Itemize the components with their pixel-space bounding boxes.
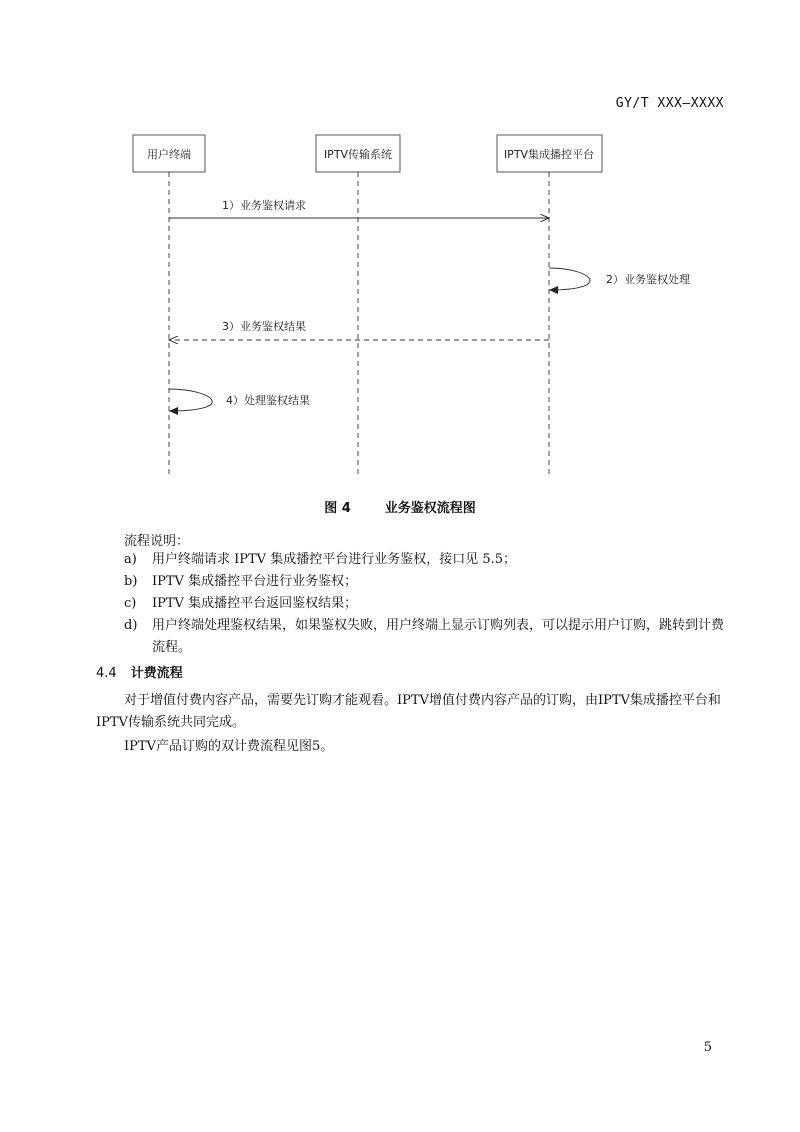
list-item-text: IPTV 集成播控平台进行业务鉴权； bbox=[152, 574, 358, 589]
document-standard-code: GY/T XXX—XXXX bbox=[615, 96, 724, 111]
list-item bbox=[124, 549, 724, 571]
section-heading bbox=[96, 662, 183, 681]
actor-label-user-terminal: 用户终端 bbox=[147, 148, 191, 161]
actor-iptv-transmission bbox=[316, 135, 400, 172]
message-label-auth-request: 1）业务鉴权请求 bbox=[222, 199, 306, 212]
figure-title: 业务鉴权流程图 bbox=[384, 501, 476, 516]
actor-label-iptv-transmission: IPTV传输系统 bbox=[323, 148, 393, 161]
message-label-handle-result: 4）处理鉴权结果 bbox=[226, 394, 310, 407]
list-item-text: 用户终端处理鉴权结果，如果鉴权失败，用户终端上显示订购列表，可以提示用户订购，跳转到计费流程。 bbox=[152, 618, 725, 655]
actor-user-terminal bbox=[133, 135, 205, 172]
page-number: 5 bbox=[703, 1040, 712, 1055]
figure-number: 图 4 bbox=[324, 501, 351, 516]
list-item bbox=[124, 593, 724, 615]
sequence-diagram bbox=[0, 0, 800, 500]
notes-title: 流程说明： bbox=[124, 534, 190, 549]
actor-label-iptv-platform: IPTV集成播控平台 bbox=[503, 148, 595, 161]
list-marker: b) bbox=[124, 574, 138, 589]
message-label-auth-result: 3）业务鉴权结果 bbox=[222, 320, 306, 333]
body-paragraph: IPTV产品订购的双计费流程见图5。 bbox=[124, 739, 334, 754]
section-title: 计费流程 bbox=[130, 666, 183, 681]
list-marker: a) bbox=[124, 552, 137, 567]
body-paragraph: 对于增值付费内容产品，需要先订购才能观看。IPTV增值付费内容产品的订购，由IPTV集成播控平台和IPTV传输系统共同完成。 bbox=[96, 693, 721, 730]
figure-caption bbox=[0, 497, 800, 516]
message-arrow-auth-process bbox=[549, 268, 590, 290]
list-item-text: 用户终端请求 IPTV 集成播控平台进行业务鉴权，接口见 5.5； bbox=[152, 552, 517, 567]
actor-iptv-platform bbox=[497, 135, 602, 172]
message-label-auth-process: 2）业务鉴权处理 bbox=[606, 273, 690, 286]
list-marker: d) bbox=[124, 618, 138, 633]
message-arrow-handle-result bbox=[169, 389, 212, 411]
notes-list bbox=[124, 549, 724, 659]
list-item bbox=[124, 571, 724, 593]
list-item bbox=[124, 615, 724, 659]
section-number: 4.4 bbox=[96, 666, 117, 681]
list-marker: c) bbox=[124, 596, 137, 611]
list-item-text: IPTV 集成播控平台返回鉴权结果； bbox=[152, 596, 358, 611]
